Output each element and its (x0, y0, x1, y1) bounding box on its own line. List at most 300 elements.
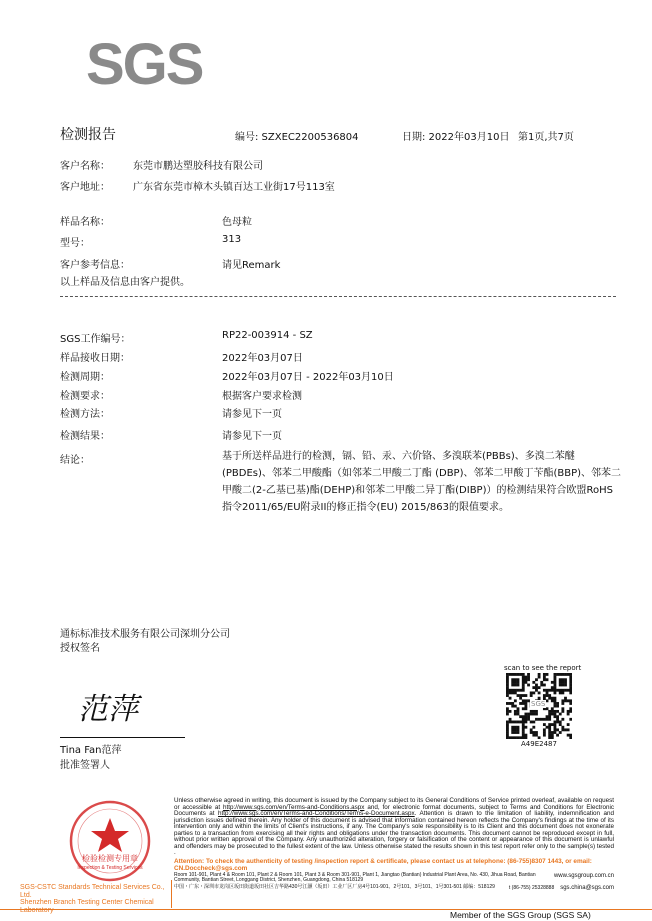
qr-module (506, 721, 509, 724)
qr-module (546, 689, 549, 692)
qr-module (538, 686, 541, 689)
qr-module (554, 723, 557, 726)
qr-module (561, 728, 564, 731)
qr-module (506, 691, 509, 694)
qr-module (532, 721, 535, 724)
qr-module (509, 673, 512, 676)
qr-module (522, 676, 525, 679)
qr-module (543, 734, 546, 737)
qr-module (524, 694, 527, 697)
qr-module (554, 726, 557, 729)
sample-note: 以上样品及信息由客户提供。 (60, 277, 190, 288)
qr-module (511, 673, 514, 676)
qr-module (569, 681, 572, 684)
qr-module (506, 736, 509, 739)
qr-module (524, 705, 527, 708)
qr-module (514, 681, 517, 684)
qr-module (511, 702, 514, 705)
qr-module (524, 707, 527, 710)
address-row-chinese (174, 885, 614, 891)
qr-module (543, 673, 546, 676)
qr-module (532, 734, 535, 737)
qr-module (511, 728, 514, 731)
qr-module (522, 721, 525, 724)
report-date: 日期: 2022年03月10日 (402, 132, 510, 143)
qr-module (551, 686, 554, 689)
qr-module (506, 689, 509, 692)
qr-module (561, 678, 564, 681)
qr-module (559, 673, 562, 676)
qr-module (514, 726, 517, 729)
inspection-stamp (60, 800, 160, 882)
qr-module (551, 734, 554, 737)
qr-module (559, 723, 562, 726)
qr-module (548, 734, 551, 737)
qr-module (548, 728, 551, 731)
qr-module (522, 673, 525, 676)
qr-module (519, 736, 522, 739)
qr-module (535, 684, 538, 687)
qr-module (538, 676, 541, 679)
qr-module (517, 678, 520, 681)
qr-module (556, 728, 559, 731)
qr-module (548, 736, 551, 739)
signer-role: 批准签署人 (60, 760, 110, 771)
qr-module (554, 721, 557, 724)
qr-module (559, 684, 562, 687)
qr-module (519, 673, 522, 676)
qr-module (554, 689, 557, 692)
client-address-label: 客户地址： (60, 182, 110, 193)
qr-module (517, 726, 520, 729)
received-date-label: 样品接收日期： (60, 353, 130, 364)
qr-module (554, 715, 557, 718)
qr-module (543, 731, 546, 734)
qr-module (556, 705, 559, 708)
qr-module (517, 673, 520, 676)
qr-module (554, 705, 557, 708)
qr-module (567, 673, 570, 676)
qr-module (506, 676, 509, 679)
qr-module (556, 702, 559, 705)
test-result-value: 请参见下一页 (222, 431, 282, 442)
qr-module (559, 678, 562, 681)
address-chinese: 中国・广东・深圳市龙岗区坂田街道坂田社区吉华路430号江灏（坂田）工业厂区厂房4号101-901、2号101、3号101、1号301-501 邮编：518129 (174, 883, 495, 890)
accent-bar (171, 880, 172, 908)
qr-module (524, 676, 527, 679)
qr-module (567, 728, 570, 731)
qr-module (551, 731, 554, 734)
qr-module (569, 734, 572, 737)
qr-module (569, 736, 572, 739)
qr-module (517, 681, 520, 684)
qr-module (554, 684, 557, 687)
qr-module (509, 721, 512, 724)
client-ref-label: 客户参考信息： (60, 260, 130, 271)
qr-module (567, 689, 570, 692)
qr-module (532, 713, 535, 716)
qr-module (511, 689, 514, 692)
sgs-logo: SGS (86, 32, 203, 97)
qr-module (569, 707, 572, 710)
qr-module (522, 678, 525, 681)
test-request-value: 根据客户要求检测 (222, 391, 302, 402)
qr-module (569, 691, 572, 694)
qr-module (551, 697, 554, 700)
qr-module (506, 726, 509, 729)
qr-module (514, 721, 517, 724)
qr-module (569, 678, 572, 681)
sample-name-label: 样品名称： (60, 217, 110, 228)
disclaimer-text: and, for electronic format documents, subject to Terms and Conditions for Electronic Documents at (174, 803, 615, 817)
qr-module (532, 686, 535, 689)
qr-module (546, 673, 549, 676)
qr-module (540, 684, 543, 687)
qr-module (551, 699, 554, 702)
qr-module (519, 702, 522, 705)
report-title: 检测报告 (60, 127, 116, 143)
terms-link[interactable]: http://www.sgs.com/en/Terms-and-Conditions.aspx (223, 803, 365, 811)
qr-module (506, 694, 509, 697)
footer-text (174, 798, 614, 891)
qr-module (527, 676, 530, 679)
qr-module (554, 702, 557, 705)
qr-module (506, 678, 509, 681)
qr-module (551, 707, 554, 710)
qr-module (506, 723, 509, 726)
qr-module (554, 678, 557, 681)
test-period-value: 2022年03月07日 - 2022年03月10日 (222, 372, 394, 383)
qr-module (517, 731, 520, 734)
qr-module (564, 684, 567, 687)
qr-module (561, 691, 564, 694)
qr-module (569, 686, 572, 689)
qr-module (519, 694, 522, 697)
qr-module (548, 694, 551, 697)
qr-module (522, 702, 525, 705)
phone: t (86-755) 25328888 (508, 884, 555, 891)
qr-module (535, 710, 538, 713)
qr-module (514, 699, 517, 702)
qr-module (548, 718, 551, 721)
qr-module (509, 691, 512, 694)
qr-module (564, 673, 567, 676)
qr-module (514, 673, 517, 676)
qr-module (535, 734, 538, 737)
qr-module (522, 681, 525, 684)
qr-module (564, 728, 567, 731)
qr-module (567, 699, 570, 702)
model-label: 型号： (60, 238, 90, 249)
qr-module (551, 681, 554, 684)
qr-module (527, 715, 530, 718)
qr-module (535, 678, 538, 681)
signer-name: Tina Fan范萍 (60, 745, 122, 756)
qr-module (530, 728, 533, 731)
qr-module (506, 707, 509, 710)
qr-module (506, 731, 509, 734)
qr-module (524, 721, 527, 724)
qr-module (509, 718, 512, 721)
qr-module (519, 689, 522, 692)
qr-module (538, 718, 541, 721)
qr-module (522, 723, 525, 726)
qr-module (522, 699, 525, 702)
qr-module (554, 686, 557, 689)
qr-module (522, 736, 525, 739)
qr-module (514, 705, 517, 708)
qr-module (519, 721, 522, 724)
email[interactable]: sgs.china@sgs.com (560, 884, 614, 891)
qr-module (559, 721, 562, 724)
qr-module (514, 736, 517, 739)
qr-module (524, 734, 527, 737)
qr-module (561, 726, 564, 729)
qr-module (522, 718, 525, 721)
disclaimer (174, 798, 614, 857)
qr-module (522, 694, 525, 697)
qr-module (519, 697, 522, 700)
qr-module (522, 707, 525, 710)
qr-module (554, 713, 557, 716)
qr-module (546, 715, 549, 718)
qr-module (517, 736, 520, 739)
qr-module (522, 689, 525, 692)
qr-module (561, 689, 564, 692)
divider (60, 296, 616, 297)
qr-module (511, 678, 514, 681)
qr-module (517, 713, 520, 716)
qr-module (514, 713, 517, 716)
qr-module (522, 726, 525, 729)
qr-module (561, 699, 564, 702)
e-terms-link[interactable]: http://www.sgs.com/en/Terms-and-Conditions/Terms-e-Document.aspx (218, 810, 415, 817)
qr-module (524, 736, 527, 739)
qr-center-logo: SGS (531, 700, 546, 708)
report-number: 编号: SZXEC2200536804 (235, 132, 359, 143)
qr-module (551, 710, 554, 713)
qr-module (554, 681, 557, 684)
sgs-member-text: Member of the SGS Group (SGS SA) (450, 910, 591, 920)
qr-module (514, 731, 517, 734)
qr-module (511, 736, 514, 739)
qr-module (548, 710, 551, 713)
qr-module (567, 710, 570, 713)
stamp-english-text: Inspection & Testing Services (77, 865, 143, 871)
qr-module (559, 731, 562, 734)
qr-module (559, 681, 562, 684)
address-row-english (174, 873, 614, 884)
qr-module (506, 684, 509, 687)
qr-module (530, 694, 533, 697)
qr-module (506, 681, 509, 684)
qr-module (527, 713, 530, 716)
handwritten-signature: 范萍 (78, 692, 138, 727)
qr-module (548, 723, 551, 726)
qr-module (532, 710, 535, 713)
qr-module (511, 726, 514, 729)
qr-module (561, 718, 564, 721)
qr-module (569, 689, 572, 692)
qr-module (556, 710, 559, 713)
qr-module (514, 691, 517, 694)
qr-module (567, 734, 570, 737)
qr-module (506, 734, 509, 737)
qr-module (543, 694, 546, 697)
qr-module (554, 710, 557, 713)
qr-module (509, 697, 512, 700)
page-number: 第1页,共7页 (518, 132, 574, 143)
test-method-label: 检测方法： (60, 409, 110, 420)
qr-module (543, 676, 546, 679)
qr-module (532, 681, 535, 684)
qr-module (554, 731, 557, 734)
qr-module (532, 691, 535, 694)
qr-module (556, 718, 559, 721)
qr-module (548, 697, 551, 700)
client-name-value: 东莞市鹏达塑胶科技有限公司 (133, 161, 263, 172)
qr-module (506, 702, 509, 705)
qr-module (546, 691, 549, 694)
qr-module (561, 710, 564, 713)
qr-module (551, 736, 554, 739)
qr-module (517, 710, 520, 713)
client-ref-value: 请见Remark (222, 260, 281, 271)
qr-module (535, 686, 538, 689)
conclusion-text: 基于所送样品进行的检测，镉、铅、汞、六价铬、多溴联苯(PBBs)、多溴二苯醚(PBDEs)、邻苯二甲酸酯（如邻苯二甲酸二丁酯 (DBP)、邻苯二甲酸丁苄酯(BBP)、邻苯二甲酸二(2-乙基已基)酯(DEHP)和邻苯二甲酸二异丁酯(DIBP)）的检测结果符合欧盟RoHS指令2011/65/EU附录II的修正指令(EU) 2015/863的限值要求。 (222, 451, 622, 513)
qr-module (519, 715, 522, 718)
qr-module (514, 684, 517, 687)
qr-module (530, 721, 533, 724)
lab-branch: Shenzhen Branch Testing Center Chemical Laboratory (20, 899, 154, 914)
test-method-value: 请参见下一页 (222, 409, 282, 420)
qr-module (569, 684, 572, 687)
qr-module (551, 723, 554, 726)
qr-module (540, 681, 543, 684)
qr-module (554, 691, 557, 694)
qr-module (514, 678, 517, 681)
qr-module (530, 691, 533, 694)
qr-module (548, 726, 551, 729)
test-result-label: 检测结果： (60, 431, 110, 442)
qr-module (506, 728, 509, 731)
qr-module (543, 689, 546, 692)
qr-module (506, 673, 509, 676)
qr-module (517, 684, 520, 687)
qr-module (524, 678, 527, 681)
qr-module (524, 681, 527, 684)
qr-module (554, 699, 557, 702)
job-number-value: RP22-003914 - SZ (222, 330, 313, 341)
qr-module (559, 691, 562, 694)
qr-caption: scan to see the report (504, 664, 582, 672)
qr-module (569, 673, 572, 676)
test-period-label: 检测周期： (60, 372, 110, 383)
qr-module (543, 718, 546, 721)
qr-module (556, 689, 559, 692)
qr-module (548, 689, 551, 692)
signoff-company: 通标标准技术服务有限公司深圳分公司 (60, 629, 230, 640)
client-address-value: 广东省东莞市樟木头镇百达工业街17号113室 (133, 182, 335, 193)
qr-module (524, 718, 527, 721)
test-request-label: 检测要求： (60, 391, 110, 402)
qr-module (556, 673, 559, 676)
client-name-label: 客户名称： (60, 161, 110, 172)
qr-module (556, 734, 559, 737)
qr-module (548, 713, 551, 716)
qr-module (506, 686, 509, 689)
qr-module (522, 728, 525, 731)
qr-module (535, 731, 538, 734)
qr-module (561, 673, 564, 676)
disclaimer-text: Unless otherwise agreed in writing, this document is issued by the Company subject to its General Conditions of Service printed overleaf, available on request or accessible at (174, 797, 614, 811)
qr-module (559, 689, 562, 692)
qr-module (538, 736, 541, 739)
stamp-center-text: 检验检测专用章 (82, 854, 138, 863)
qr-module (540, 718, 543, 721)
qr-module (527, 678, 530, 681)
qr-module (532, 726, 535, 729)
qr-module (556, 715, 559, 718)
qr-module (543, 723, 546, 726)
job-number-label: SGS工作编号： (60, 334, 131, 345)
qr-module (509, 710, 512, 713)
qr-module (569, 699, 572, 702)
conclusion-label: 结论： (60, 455, 90, 466)
qr-module (561, 702, 564, 705)
qr-module (506, 713, 509, 716)
qr-module (546, 726, 549, 729)
authenticity-notice: Attention: To check the authenticity of testing /inspection report & certificate, please contact us at telephone: (86-755)8307 1443, or email: CN.Doccheck@sgs.com (174, 857, 592, 872)
qr-module (564, 678, 567, 681)
qr-module (522, 686, 525, 689)
qr-module (527, 673, 530, 676)
sample-name-value: 色母粒 (222, 217, 252, 228)
qr-module (556, 721, 559, 724)
qr-module (511, 691, 514, 694)
qr-module (514, 689, 517, 692)
qr-module (527, 684, 530, 687)
qr-module (530, 710, 533, 713)
qr-module (517, 689, 520, 692)
qr-module (569, 718, 572, 721)
disclaimer-text: . Attention is drawn to the limitation of liability, indemnification and jurisdiction issues defined therein. Any holder of this document is advised that information contained hereon reflects the Company's findings at the time of its intervention only and within the limits of Client's instructions, if any. The Company's sole responsibility is to its Client and this document does not exonerate parties to a transaction from exercising all their rights and obligations under the transaction documents. This document cannot be reproduced except in full, without prior written approval of the Company. Any unauthorized alteration, forgery or falsification of the content or appearance of this document is unlawful and offenders may be prosecuted to the fullest extent of the law. Unless otherwise stated the results shown in this test report refer only to the sample(s) tested . (174, 810, 614, 856)
qr-module (546, 678, 549, 681)
qr-module (567, 723, 570, 726)
qr-module (554, 697, 557, 700)
qr-module (561, 681, 564, 684)
qr-module (517, 728, 520, 731)
qr-module (551, 689, 554, 692)
qr-module (538, 673, 541, 676)
qr-module (535, 713, 538, 716)
qr-module (543, 684, 546, 687)
qr-module (559, 713, 562, 716)
website[interactable]: www.sgsgroup.com.cn (553, 872, 614, 879)
authorized-signature-label: 授权签名 (60, 643, 100, 654)
qr-module (524, 713, 527, 716)
qr-module (506, 710, 509, 713)
qr-module (561, 684, 564, 687)
qr-module (561, 707, 564, 710)
qr-module (569, 710, 572, 713)
qr-module (511, 731, 514, 734)
qr-module (511, 705, 514, 708)
signature-line (60, 737, 185, 738)
qr-module (564, 689, 567, 692)
qr-module (546, 694, 549, 697)
qr-module (530, 713, 533, 716)
